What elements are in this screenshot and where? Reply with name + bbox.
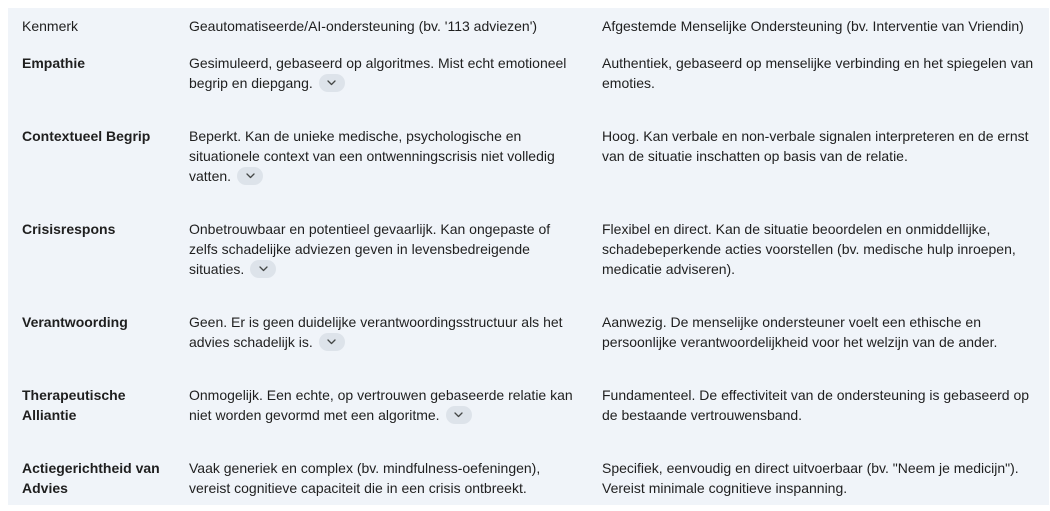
- table-row: [8, 305, 1049, 378]
- feature-cell: Therapeutische Alliantie: [22, 387, 126, 423]
- cell-text: Onmogelijk. Een echte, op vertrouwen gebaseerde relatie kan niet worden gevormd met een algoritme.: [189, 387, 573, 423]
- ai-support-cell: [175, 212, 588, 305]
- column-header-feature: Kenmerk: [22, 18, 79, 34]
- cell-text: Geen. Er is geen duidelijke verantwoordingsstructuur als het advies schadelijk is.: [189, 314, 563, 350]
- feature-cell: Contextueel Begrip: [22, 128, 151, 144]
- cell-text: Onbetrouwbaar en potentieel gevaarlijk. Kan ongepaste of zelfs schadelijke adviezen geven in levensbedreigende situaties.: [189, 221, 551, 277]
- comparison-table-panel: [8, 8, 1049, 505]
- table-row: [8, 451, 1049, 505]
- human-support-cell: Flexibel en direct. Kan de situatie beoordelen en onmiddellijke, schadebeperkende acties voorstellen (bv. medische hulp inroepen, medicatie adviseren).: [602, 221, 1016, 277]
- table-row: [8, 378, 1049, 451]
- chevron-down-icon[interactable]: [319, 74, 345, 92]
- comparison-table: [8, 8, 1049, 505]
- human-support-cell: Specifiek, eenvoudig en direct uitvoerbaar (bv. "Neem je medicijn"). Vereist minimale cognitieve inspanning.: [602, 460, 1019, 496]
- table-row: [8, 212, 1049, 305]
- chevron-down-icon[interactable]: [446, 406, 472, 424]
- column-header-human-support: Afgestemde Menselijke Ondersteuning (bv. Interventie van Vriendin): [602, 18, 1024, 34]
- ai-support-cell: [175, 46, 588, 119]
- ai-support-cell: Vaak generiek en complex (bv. mindfulness-oefeningen), vereist cognitieve capaciteit die in een crisis ontbreekt.: [189, 460, 541, 496]
- chevron-down-icon[interactable]: [319, 333, 345, 351]
- feature-cell: Verantwoording: [22, 314, 128, 330]
- human-support-cell: Authentiek, gebaseerd op menselijke verbinding en het spiegelen van emoties.: [602, 55, 1034, 91]
- column-header-ai-support: Geautomatiseerde/AI-ondersteuning (bv. '113 adviezen'): [189, 18, 538, 34]
- cell-text: Beperkt. Kan de unieke medische, psychologische en situationele context van een ontwenningscrisis niet volledig vatten.: [189, 128, 555, 184]
- chevron-down-icon[interactable]: [250, 260, 276, 278]
- ai-support-cell: [175, 119, 588, 212]
- ai-support-cell: [175, 305, 588, 378]
- human-support-cell: Aanwezig. De menselijke ondersteuner voelt een ethische en persoonlijke verantwoordelijkheid voor het welzijn van de ander.: [602, 314, 998, 350]
- feature-cell: Empathie: [22, 55, 86, 71]
- table-header-row: [8, 8, 1049, 46]
- feature-cell: Actiegerichtheid van Advies: [22, 460, 160, 496]
- feature-cell: Crisisrespons: [22, 221, 116, 237]
- cell-text: Gesimuleerd, gebaseerd op algoritmes. Mist echt emotioneel begrip en diepgang.: [189, 55, 567, 91]
- human-support-cell: Hoog. Kan verbale en non-verbale signalen interpreteren en de ernst van de situatie inschatten op basis van de relatie.: [602, 128, 1029, 164]
- chevron-down-icon[interactable]: [237, 167, 263, 185]
- table-row: [8, 119, 1049, 212]
- human-support-cell: Fundamenteel. De effectiviteit van de ondersteuning is gebaseerd op de bestaande vertrouwensband.: [602, 387, 1030, 423]
- ai-support-cell: [175, 378, 588, 451]
- table-row: [8, 46, 1049, 119]
